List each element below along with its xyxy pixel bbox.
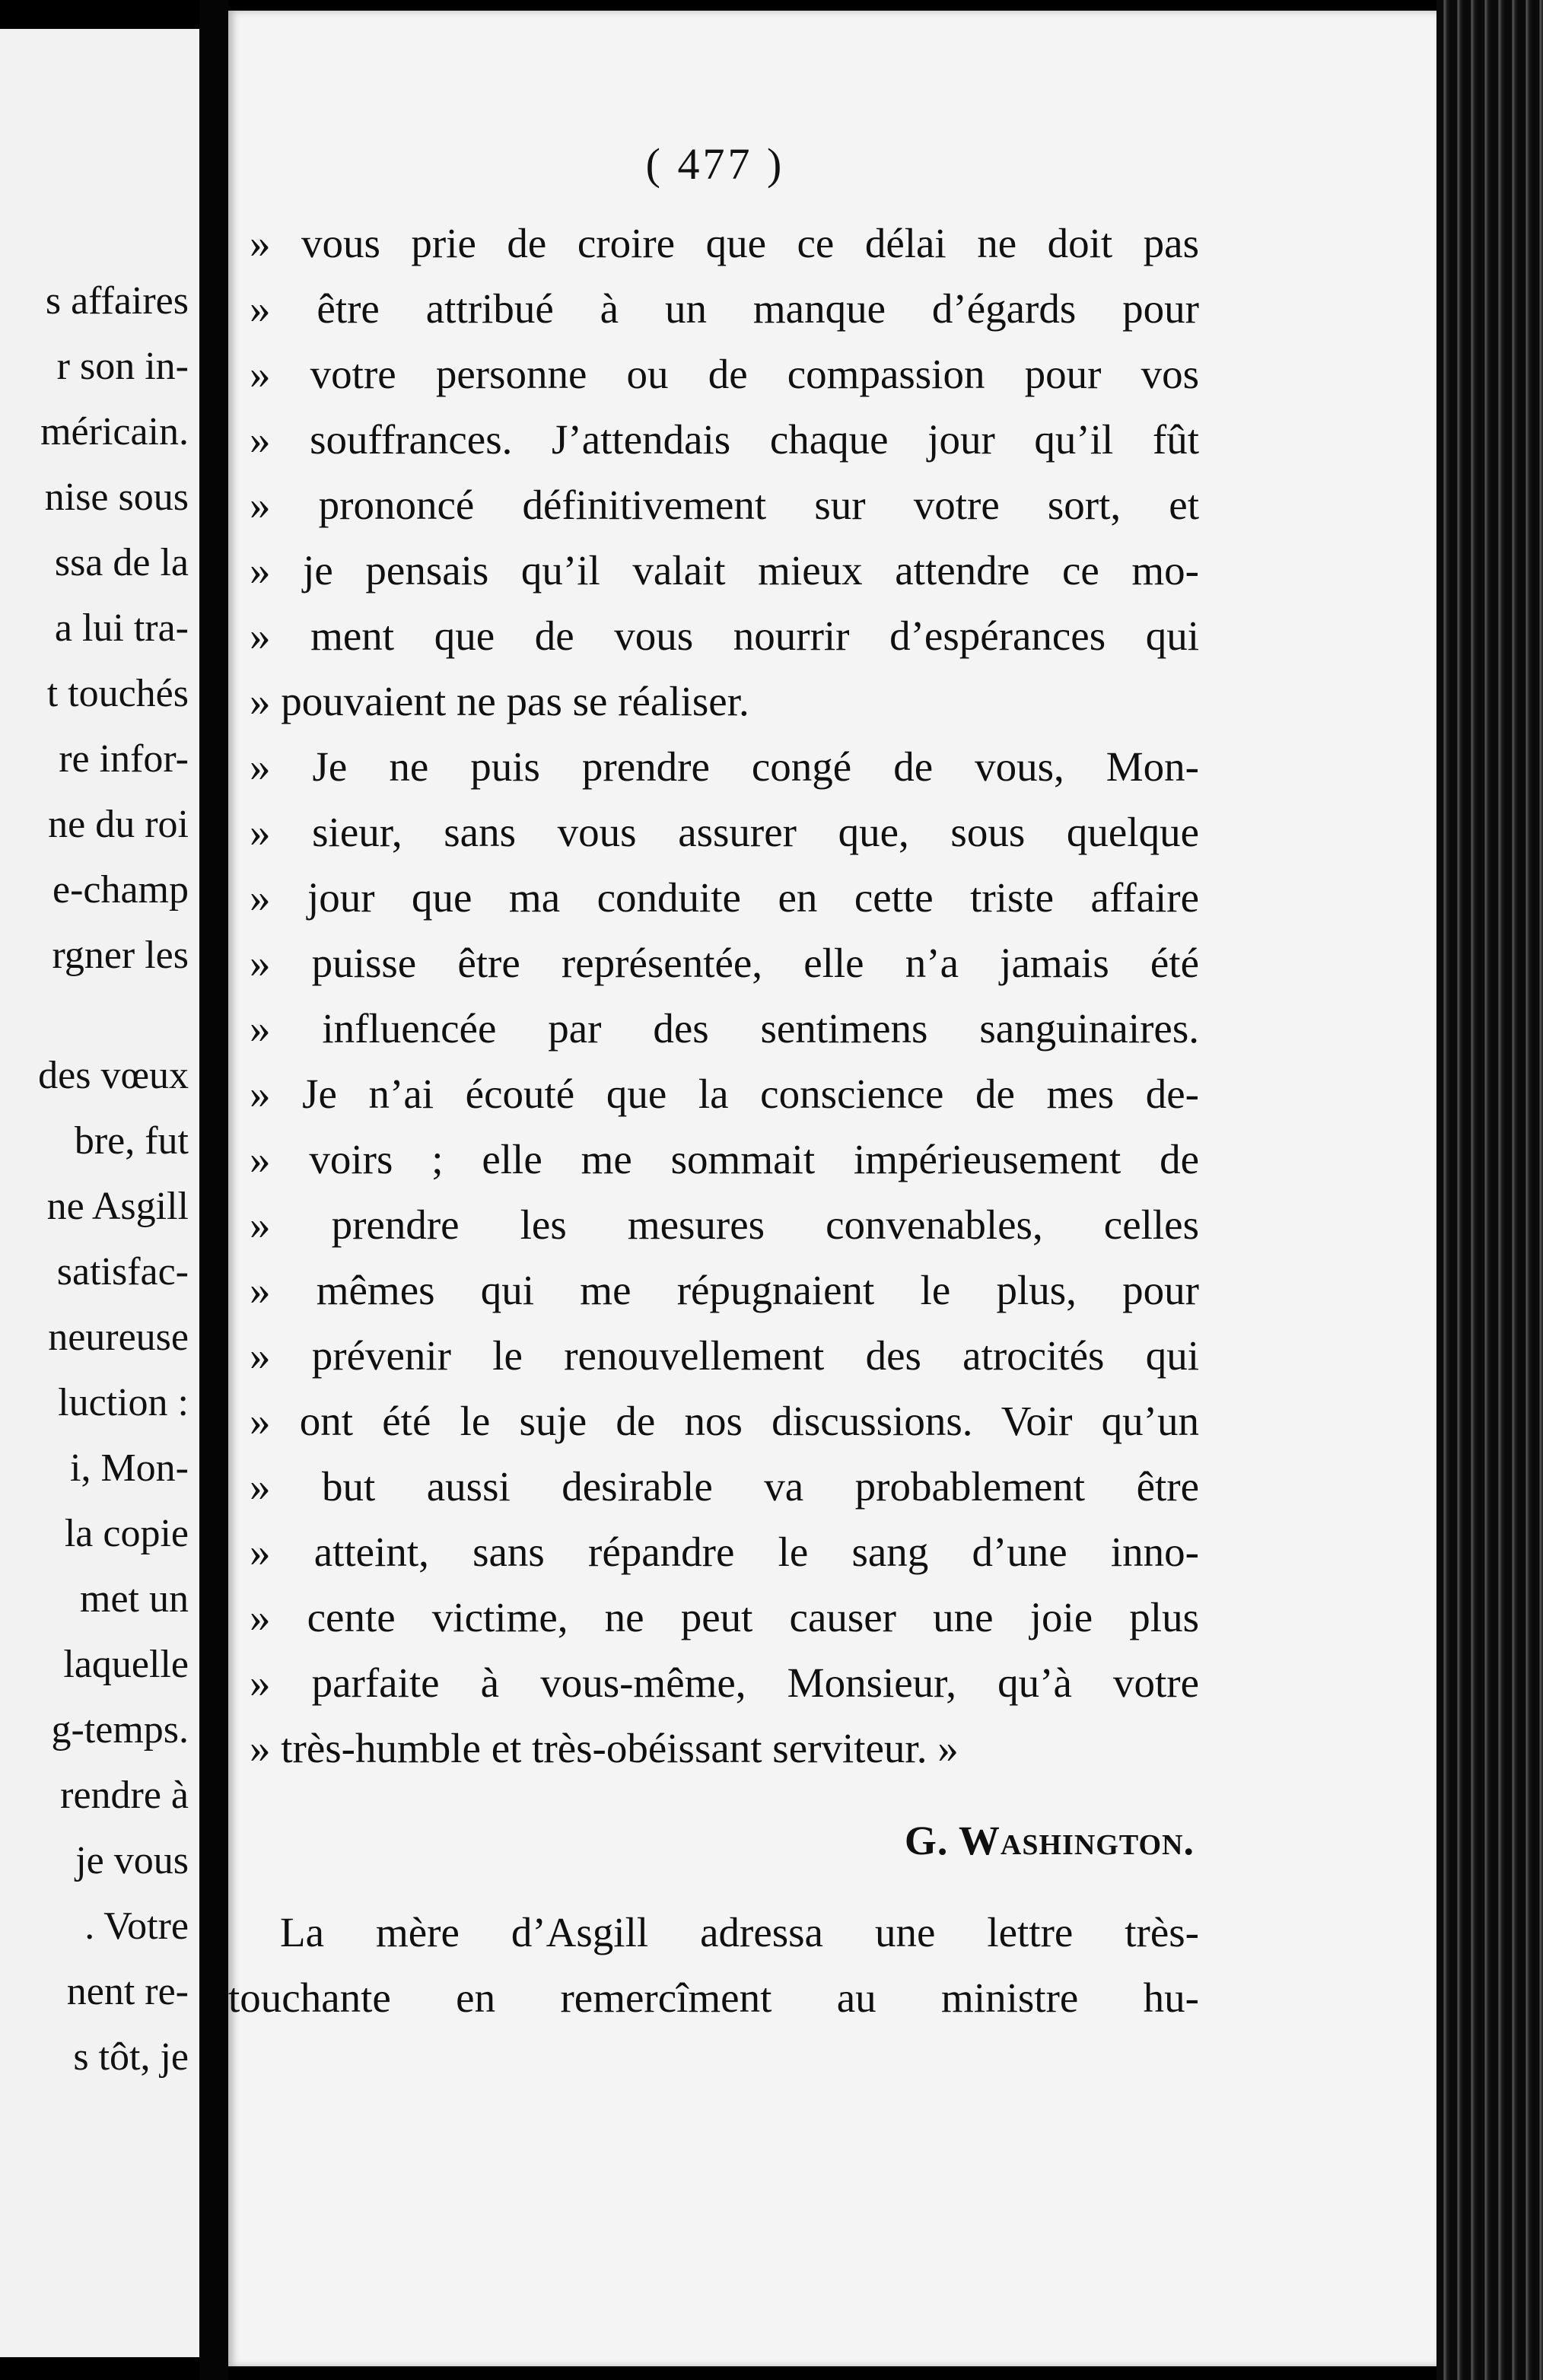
left-page-line: e-champ <box>52 868 189 912</box>
left-page-line: des vœux <box>38 1054 189 1097</box>
text-line: » Je n’ai écouté que la conscience de mes de- <box>250 1071 1199 1117</box>
text-line: » être attribué à un manque d’égards pour <box>250 285 1199 332</box>
left-page-line: bre, fut <box>74 1119 189 1163</box>
text-line: » but aussi desirable va probablement être <box>250 1463 1199 1510</box>
left-page-line: s tôt, je <box>73 2035 189 2079</box>
left-page-line: ne Asgill <box>46 1185 189 1228</box>
left-page-line: satisfac- <box>56 1250 189 1293</box>
left-page-line: i, Mon- <box>70 1446 189 1490</box>
left-page-line: . Votre <box>84 1904 189 1948</box>
left-page-line: re infor- <box>59 737 189 781</box>
page-edges <box>1436 0 1543 2380</box>
left-page-line: t touchés <box>46 672 189 715</box>
left-page <box>0 29 202 2357</box>
text-line: » vous prie de croire que ce délai ne doit pas <box>250 220 1199 266</box>
left-page-line: rgner les <box>52 934 189 977</box>
text-line: » ment que de vous nourrir d’espérances qui <box>250 612 1199 659</box>
text-line: » prendre les mesures convenables, celles <box>250 1201 1199 1248</box>
text-line: » je pensais qu’il valait mieux attendre ce mo- <box>250 547 1199 593</box>
left-page-line: nise sous <box>44 476 189 519</box>
left-page-line: rendre à <box>60 1774 189 1817</box>
left-page-line: ne du roi <box>48 803 189 846</box>
left-page-line: laquelle <box>63 1643 189 1686</box>
left-page-line: nent re- <box>66 1970 189 2013</box>
signature: G. Washington. <box>904 1818 1195 1863</box>
text-line: » influencée par des sentimens sanguinaires. <box>250 1005 1199 1052</box>
text-line: » prononcé définitivement sur votre sort, et <box>250 482 1199 528</box>
text-line: » atteint, sans répandre le sang d’une inno- <box>250 1529 1199 1575</box>
text-line: » souffrances. J’attendais chaque jour qu’il fût <box>250 416 1199 463</box>
text-line: » mêmes qui me répugnaient le plus, pour <box>250 1267 1199 1313</box>
page-number: ( 477 ) <box>645 139 785 189</box>
text-line: » Je ne puis prendre congé de vous, Mon- <box>250 743 1199 790</box>
text-line: » ont été le suje de nos discussions. Voir qu’un <box>250 1398 1199 1444</box>
left-page-line: luction : <box>58 1381 189 1424</box>
text-line: » pouvaient ne pas se réaliser. <box>250 678 749 724</box>
text-line: » parfaite à vous-même, Monsieur, qu’à votre <box>250 1659 1199 1706</box>
paragraph-line: touchante en remercîment au ministre hu- <box>228 1974 1199 2021</box>
left-page-line: a lui tra- <box>54 606 189 650</box>
text-line: » votre personne ou de compassion pour vos <box>250 351 1199 397</box>
left-page-line: méricain. <box>40 410 189 453</box>
book-gutter <box>199 0 228 2380</box>
text-line: » jour que ma conduite en cette triste affaire <box>250 874 1199 921</box>
left-page-line: r son in- <box>56 345 189 388</box>
text-line: » très-humble et très-obéissant serviteur. » <box>250 1725 959 1771</box>
text-line: » voirs ; elle me sommait impérieusement de <box>250 1136 1199 1182</box>
text-line: » prévenir le renouvellement des atrocités qui <box>250 1332 1199 1379</box>
text-line: » puisse être représentée, elle n’a jamais été <box>250 940 1199 986</box>
left-page-line: s affaires <box>45 279 189 323</box>
text-line: » cente victime, ne peut causer une joie plus <box>250 1594 1199 1640</box>
text-line: » sieur, sans vous assurer que, sous quelque <box>250 809 1199 855</box>
left-page-line: met un <box>80 1577 189 1621</box>
left-page-line: je vous <box>75 1839 189 1882</box>
paragraph-line: La mère d’Asgill adressa une lettre très- <box>280 1909 1199 1955</box>
left-page-line: neureuse <box>48 1316 189 1359</box>
left-page-line: la copie <box>64 1512 189 1555</box>
left-page-line: g-temps. <box>51 1708 189 1752</box>
left-page-line: ssa de la <box>54 541 189 584</box>
